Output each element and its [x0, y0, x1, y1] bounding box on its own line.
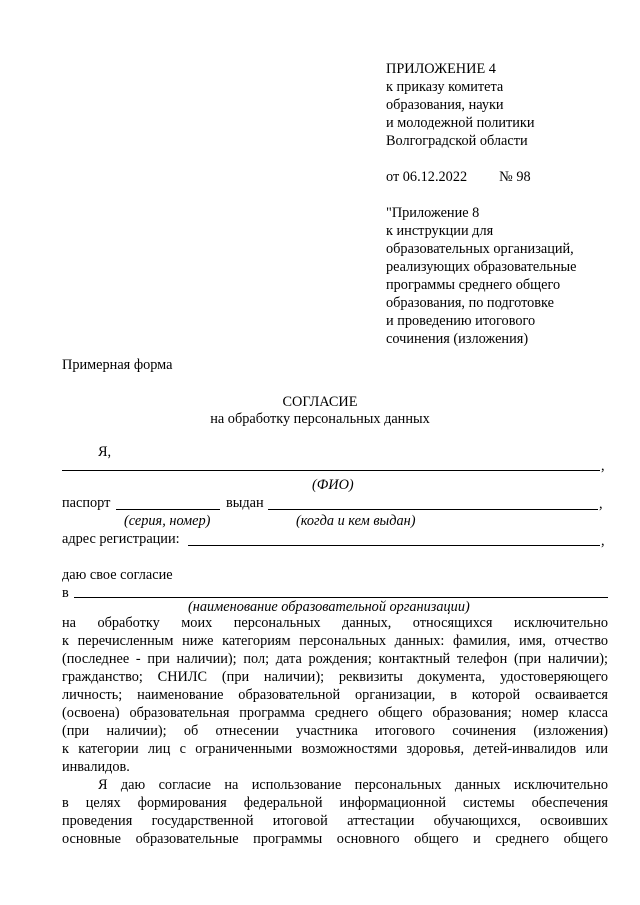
- page-subtitle: на обработку персональных данных: [210, 411, 430, 427]
- issued-hint: (когда и кем выдан): [296, 513, 416, 529]
- paragraph-line: (последнее - при наличии); пол; дата рождения; контактный телефон (при наличии);: [62, 651, 608, 667]
- issued-by-line[interactable]: [268, 509, 598, 510]
- address-line[interactable]: [188, 545, 600, 546]
- paragraph-line: в целях формирования федеральной информационной системы обеспечения: [62, 795, 608, 811]
- consent-paragraph-2: [62, 776, 608, 848]
- in-label: в: [62, 585, 69, 601]
- appendix-line: образования, науки: [386, 97, 504, 113]
- organization-hint: (наименование образовательной организации): [188, 599, 470, 615]
- appendix-header: [386, 60, 577, 348]
- passport-label: паспорт: [62, 495, 111, 511]
- address-comma: ,: [601, 533, 605, 549]
- issued-comma: ,: [599, 496, 603, 512]
- paragraph-line: гражданство; СНИЛС (при наличии); реквизиты документа, удостоверяющего: [62, 669, 608, 685]
- paragraph-line: (освоена) образовательная программа среднего общего образования; номер класса: [62, 705, 608, 721]
- issued-label: выдан: [226, 495, 264, 511]
- appendix-line: "Приложение 8: [386, 205, 480, 221]
- series-hint: (серия, номер): [124, 513, 211, 529]
- consent-label: даю свое согласие: [62, 567, 173, 583]
- appendix-line: к инструкции для: [386, 223, 494, 239]
- paragraph-line: инвалидов.: [62, 759, 130, 775]
- paragraph-line: личность; наименование образовательной организации, в которой осваивается: [62, 687, 608, 703]
- appendix-line: сочинения (изложения): [386, 331, 529, 347]
- consent-paragraph-1: [62, 614, 608, 776]
- paragraph-line: (при наличии); об отнесении участника итогового сочинения (изложения): [62, 723, 608, 739]
- passport-number-line[interactable]: [116, 509, 220, 510]
- paragraph-line: проведения государственной итоговой аттестации обучающихся, освоивших: [62, 813, 608, 829]
- appendix-line: к приказу комитета: [386, 79, 504, 95]
- fio-comma: ,: [601, 458, 605, 474]
- order-number: № 98: [499, 169, 531, 185]
- address-label: адрес регистрации:: [62, 531, 180, 547]
- appendix-line: реализующих образовательные: [386, 259, 577, 275]
- paragraph-line: к категории лиц с ограниченными возможностями здоровья, детей-инвалидов или: [62, 741, 608, 757]
- fio-hint: (ФИО): [312, 477, 354, 493]
- appendix-line: образования, по подготовке: [386, 295, 554, 311]
- order-date-number: [386, 168, 577, 186]
- appendix-line: и молодежной политики: [386, 115, 535, 131]
- appendix-line: и проведению итогового: [386, 313, 536, 329]
- paragraph-line: на обработку моих персональных данных, относящихся исключительно: [62, 615, 608, 631]
- paragraph-line: к перечисленным ниже категориям персональных данных: фамилия, имя, отчество: [62, 633, 608, 649]
- form-label: Примерная форма: [62, 357, 173, 373]
- appendix-line: Волгоградской области: [386, 133, 528, 149]
- appendix-line: программы среднего общего: [386, 277, 561, 293]
- i-label: Я,: [98, 444, 112, 460]
- order-date: от 06.12.2022: [386, 169, 468, 185]
- paragraph-line: Я даю согласие на использование персональных данных исключительно: [98, 777, 608, 793]
- fio-field-line[interactable]: [62, 470, 600, 471]
- page-title: СОГЛАСИЕ: [282, 394, 358, 410]
- appendix-line: образовательных организаций,: [386, 241, 574, 257]
- appendix-title: ПРИЛОЖЕНИЕ 4: [386, 61, 496, 77]
- paragraph-line: основные образовательные программы основного общего и среднего общего: [62, 831, 608, 847]
